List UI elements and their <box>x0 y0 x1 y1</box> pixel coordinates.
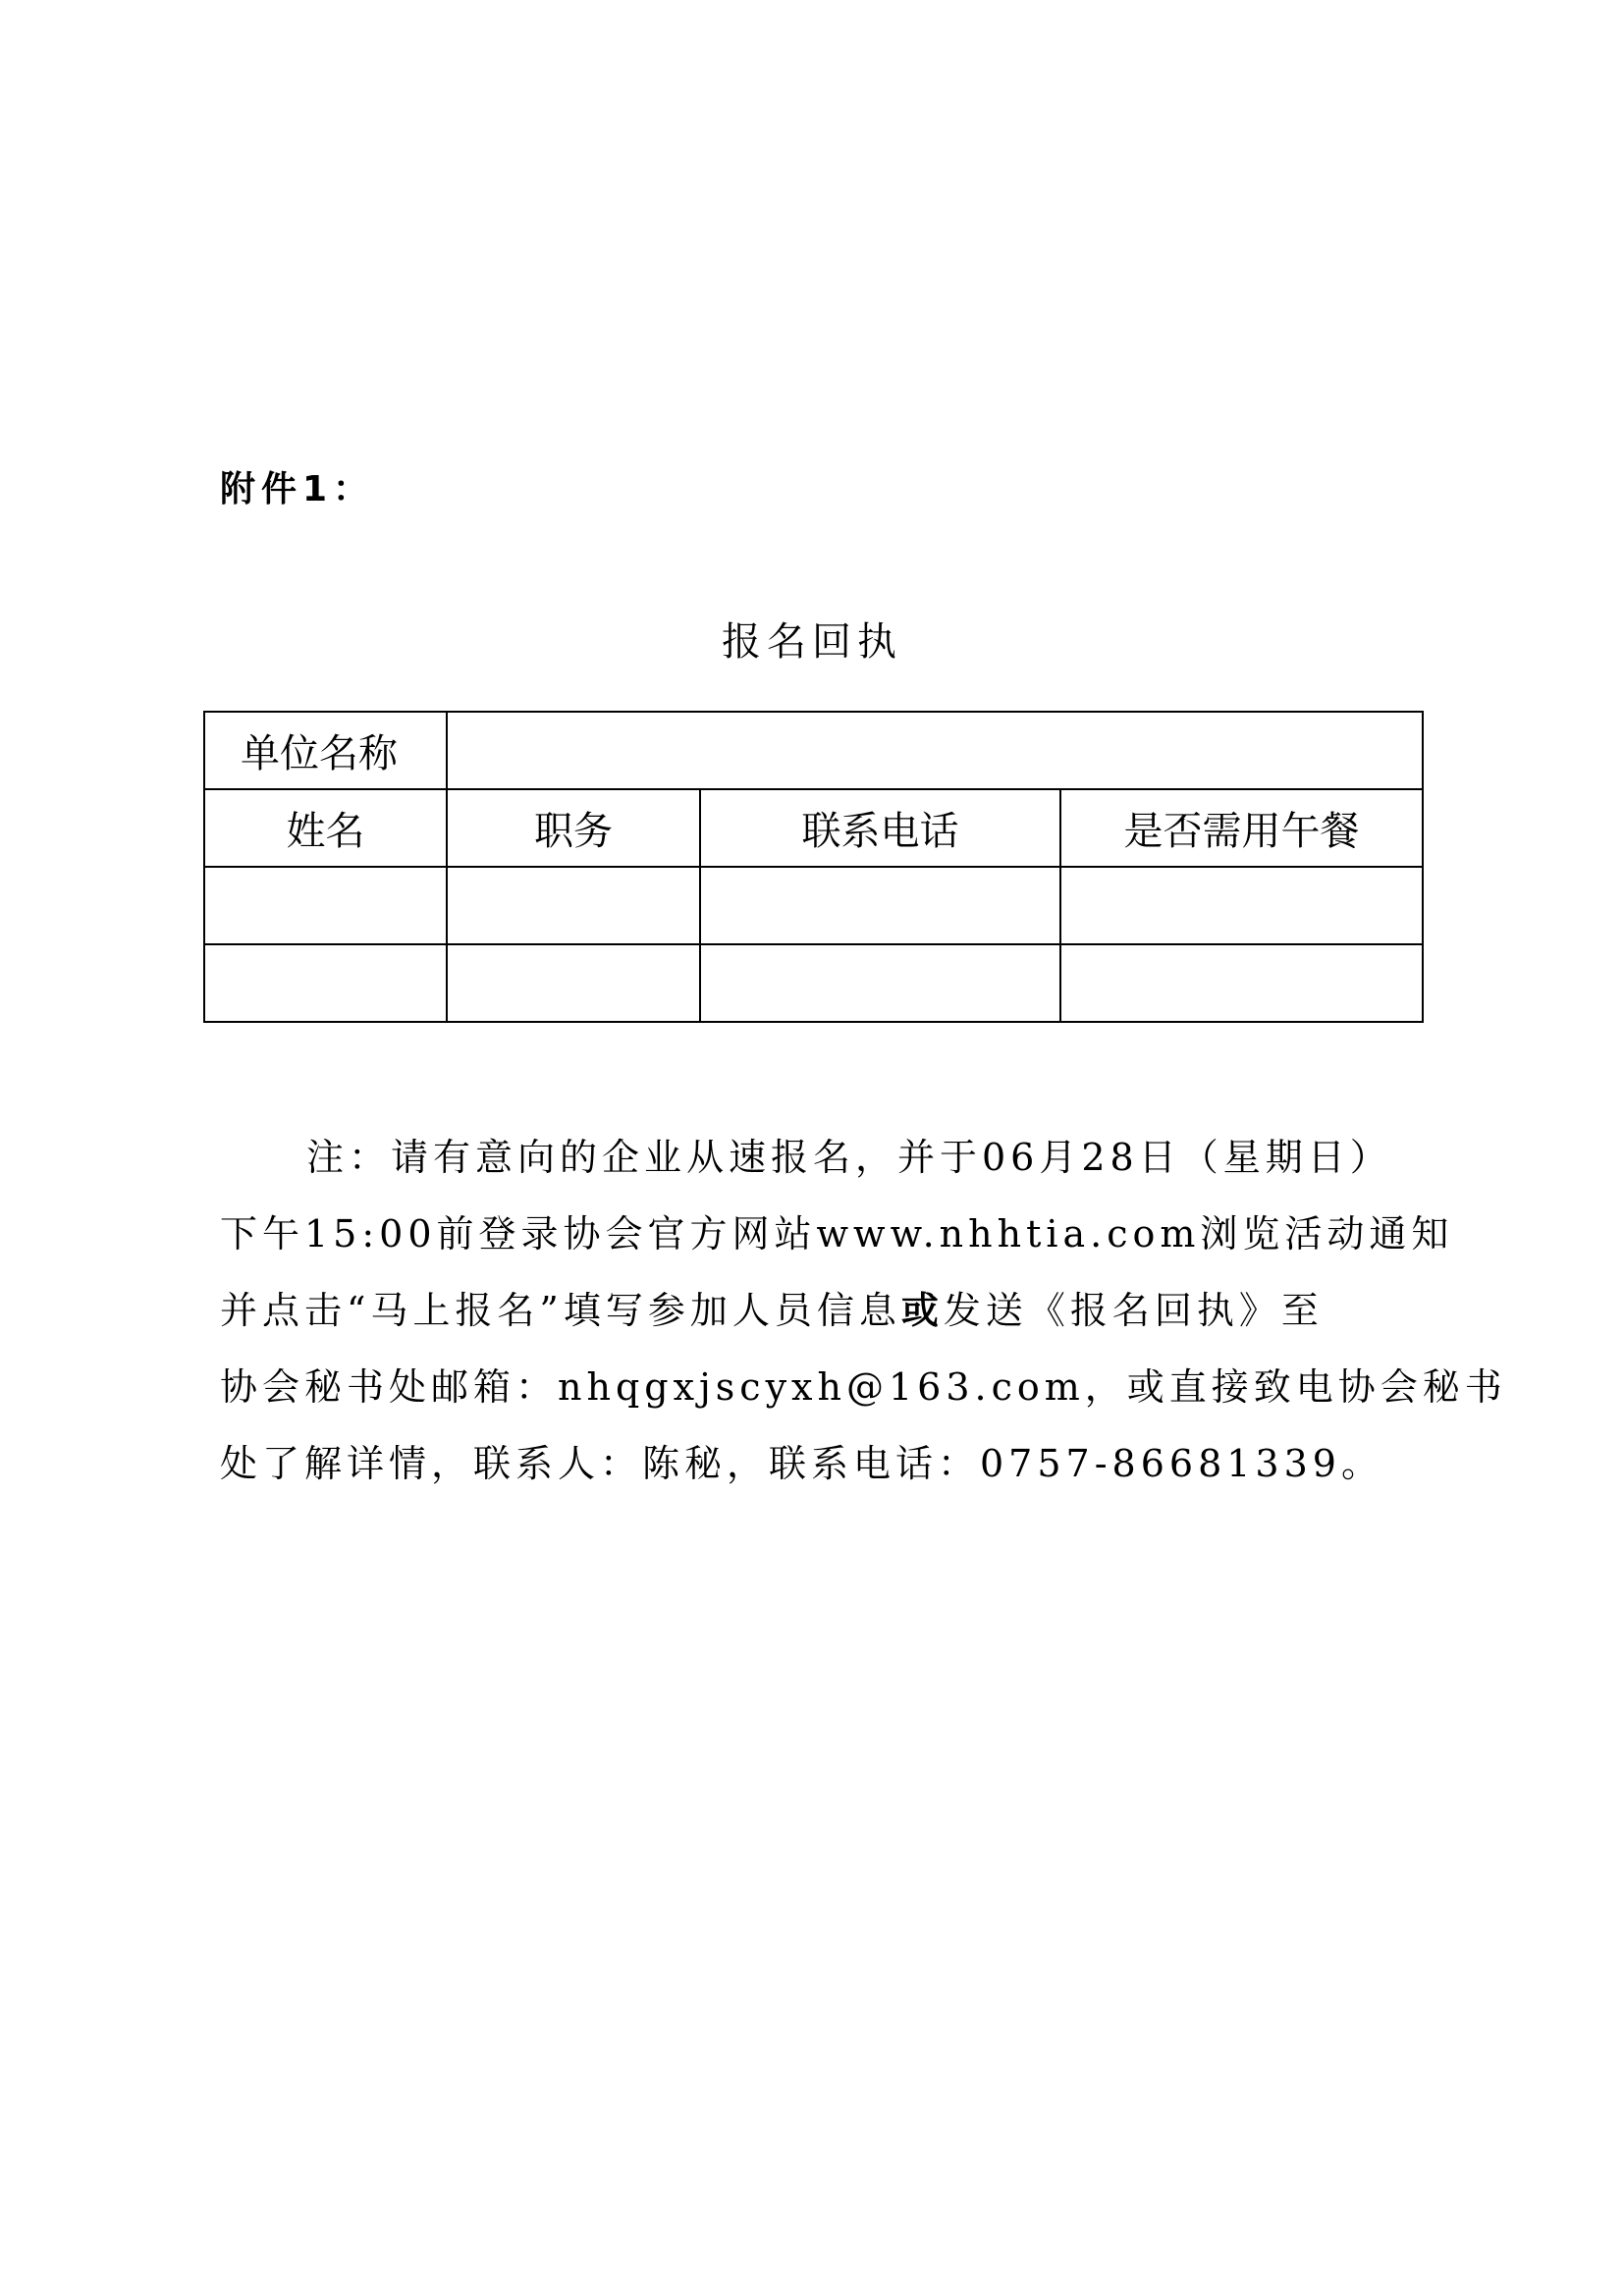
unit-name-label: 单位名称 <box>204 712 447 789</box>
name-cell[interactable] <box>204 944 447 1022</box>
table-row <box>204 944 1423 1022</box>
note-line-1: 注：请有意向的企业从速报名，并于06月28日（星期日） <box>306 1136 1392 1179</box>
table-row <box>204 867 1423 944</box>
note-line-5: 处了解详情，联系人：陈秘，联系电话：0757-86681339。 <box>220 1442 1383 1485</box>
column-header-name: 姓名 <box>204 789 447 867</box>
note-paragraph <box>220 1119 1507 1502</box>
registration-form-table <box>203 711 1424 1023</box>
column-header-phone: 联系电话 <box>700 789 1060 867</box>
phone-cell[interactable] <box>700 867 1060 944</box>
document-title: 报名回执 <box>722 619 902 665</box>
column-header-lunch: 是否需用午餐 <box>1060 789 1423 867</box>
lunch-cell[interactable] <box>1060 944 1423 1022</box>
position-cell[interactable] <box>447 944 700 1022</box>
note-line-2: 下午15:00前登录协会官方网站www.nhhtia.com浏览活动通知 <box>220 1212 1454 1255</box>
column-header-position: 职务 <box>447 789 700 867</box>
position-cell[interactable] <box>447 867 700 944</box>
note-line-4: 协会秘书处邮箱：nhqgxjscyxh@163.com，或直接致电协会秘书 <box>220 1365 1507 1409</box>
bold-or: 或 <box>900 1288 944 1332</box>
lunch-cell[interactable] <box>1060 867 1423 944</box>
unit-name-field[interactable] <box>447 712 1423 789</box>
header-row <box>204 789 1423 867</box>
unit-row <box>204 712 1423 789</box>
phone-cell[interactable] <box>700 944 1060 1022</box>
name-cell[interactable] <box>204 867 447 944</box>
attachment-label: 附件1： <box>220 469 375 509</box>
note-line-3: 并点击“马上报名”填写参加人员信息或发送《报名回执》至 <box>220 1288 1324 1332</box>
